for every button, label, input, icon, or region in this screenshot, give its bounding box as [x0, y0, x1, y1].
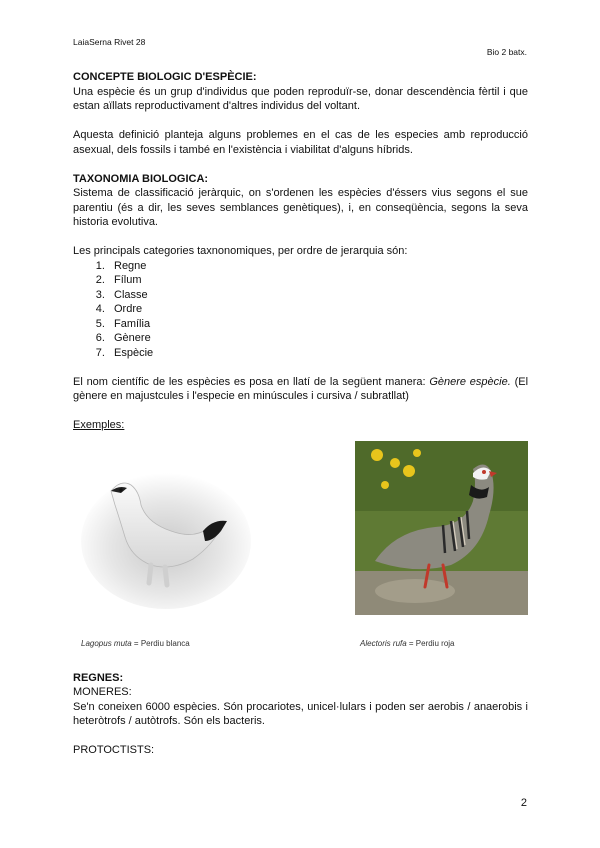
document-body [73, 70, 528, 758]
scientific-name-rule [73, 375, 528, 404]
list-item: 4. Ordre [108, 302, 528, 317]
categories-intro: Les principals categories taxnonomiques, per ordre de jerarquia són: [73, 245, 408, 257]
caption-partridge-common: = Perdiu roja [406, 638, 455, 648]
rule-italic-example: Gènere espècie. [429, 375, 511, 388]
caption-ptarmigan-latin: Lagopus muta [81, 638, 132, 648]
list-item: 7. Espècie [108, 346, 528, 361]
rule-text-after: (El gènere en majustcules i l'especie en minúscules i cursiva / subratllat) [73, 375, 529, 402]
caption-partridge [360, 637, 455, 652]
section-title-species: CONCEPTE BIOLOGIC D'ESPÈCIE: [73, 71, 257, 83]
taxonomy-definition: Sistema de classificació jeràrquic, on s'ordenen les espècies d'éssers vius segons el sue parentiu (és a dir, les seves semblances genètiques), i, en conseqüència, segons la seva historia evolutiva. [73, 187, 528, 228]
caption-ptarmigan [81, 637, 190, 652]
caption-partridge-latin: Alectoris rufa [360, 638, 407, 648]
monera-label: MONERES: [73, 686, 132, 698]
header-author: LaiaSerna Rivet 28 [73, 37, 146, 47]
ptarmigan-image [81, 461, 251, 611]
list-item: 3. Classe [108, 288, 528, 303]
monera-description: Se'n coneixen 6000 espècies. Són procariotes, unicel·lulars i poden ser aerobis / anaerobis i heteròtrofs / autòtrofs. Són els bacteris. [73, 700, 528, 727]
page-number: 2 [520, 797, 527, 809]
rule-text-before: El nom científic de les espècies es posa en llatí de la següent manera: [73, 375, 430, 388]
list-item: 5. Família [108, 317, 528, 332]
list-item: 1. Regne [108, 259, 528, 274]
species-problems: Aquesta definició planteja alguns problemes en el cas de les especies amb reproducció asexual, dels fossils i també en l'existència i viabilitat d'alguns híbrids. [73, 129, 528, 156]
list-item: 2. Fílum [108, 273, 528, 288]
category-list [73, 259, 528, 361]
section-title-kingdoms: REGNES: [73, 671, 124, 684]
caption-ptarmigan-common: = Perdiu blanca [131, 638, 190, 648]
list-item: 6. Gènere [108, 331, 528, 346]
example-photos [73, 441, 528, 671]
examples-label: Exemples: [73, 419, 125, 431]
species-definition: Una espècie és un grup d'individus que poden reproduïr-se, donar descendència fèrtil i que estan aïllats reproductivament d'altres individus del voltant. [73, 85, 528, 112]
red-legged-partridge-image [355, 441, 528, 615]
header-course: Bio 2 batx. [486, 47, 527, 57]
section-title-taxonomy: TAXONOMIA BIOLOGICA: [73, 172, 209, 185]
protoctist-label: PROTOCTISTS: [73, 744, 155, 756]
